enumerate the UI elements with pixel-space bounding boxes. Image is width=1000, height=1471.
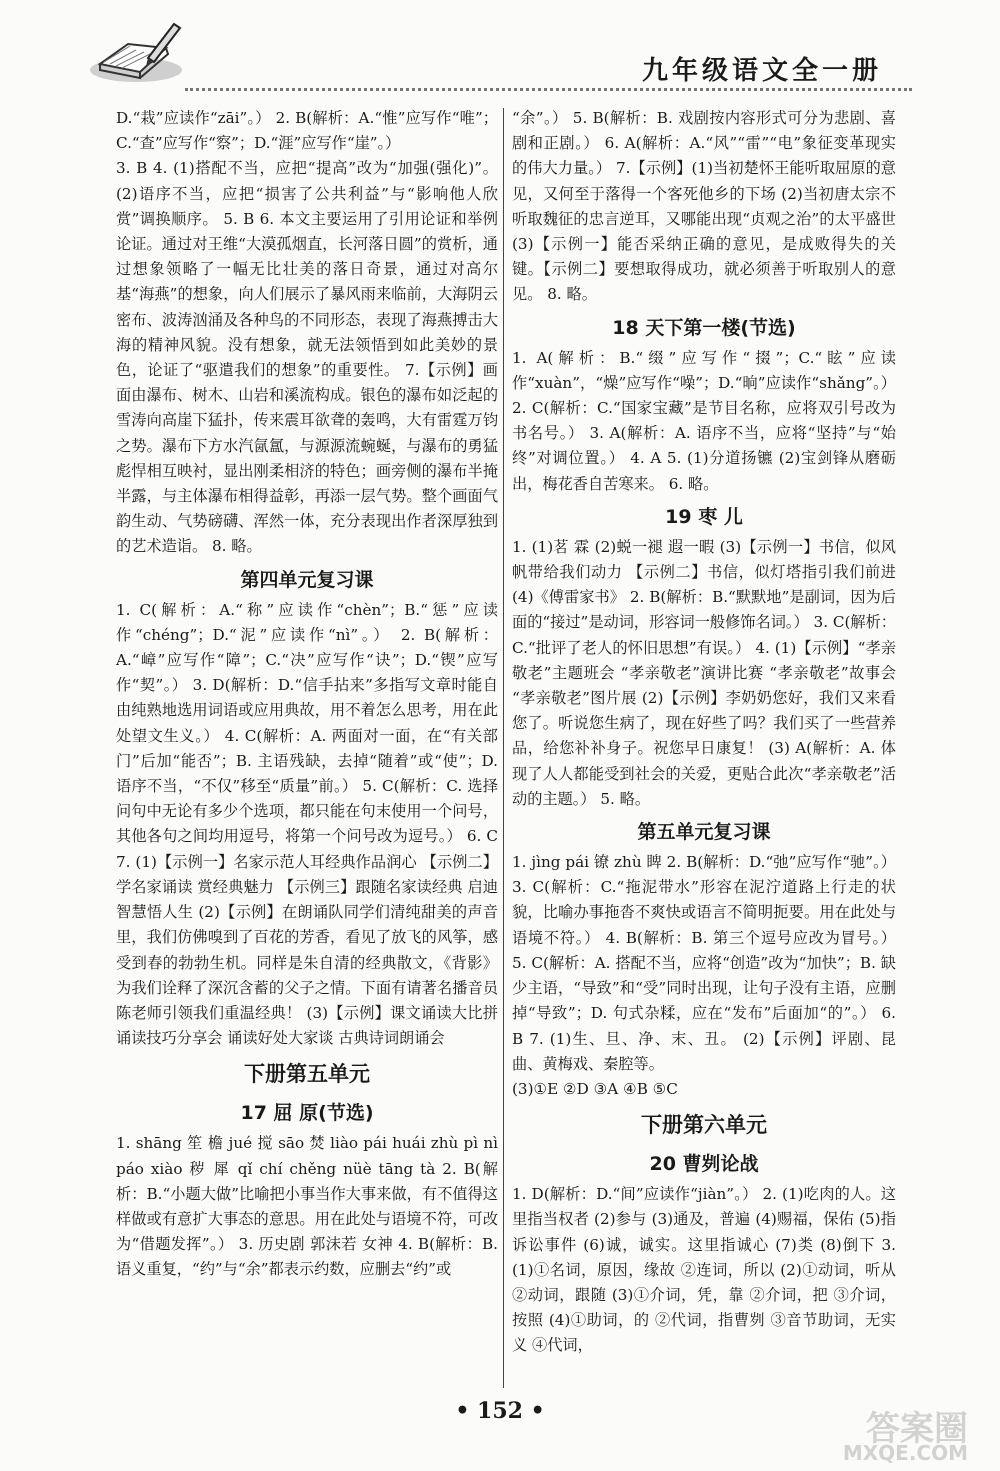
right-column [512, 106, 896, 1359]
watermark-text: 答案圈 [866, 1409, 968, 1449]
section-title: 第四单元复习课 [240, 568, 374, 591]
page-header [0, 0, 1000, 100]
book-title: 九年级语文全一册 [641, 56, 882, 86]
answer-paragraph: 1. C(解析：A.“称”应读作“chèn”；B.“惩”应读作“chéng”；D.“泥”应读作“nì”。） 2. B(解析：A.“嶂”应写作“障”；C.“决”应写作“诀”；D.“锲”应写作“契”。） 3. D(解析：D.“信手拈来”多指写文章时能自由纯熟地选用词语或应用典故，用不着怎么思考，用在此处望文生义。） 4. C(解析：A. 两面对一面，在“有关部门”后加“能否”；B. 主语残缺，去掉“随着”或“使”；D. 语序不当，“不仅”移至“质量”前。） 5. C(解析：C. 选择问句中无论有多少个选项，都只能在句末使用一个问号，其他各句之间均用逗号，将第一个问号改为逗号。） 6. C 7. (1)【示例一】名家示范人耳经典作品润心 【示例二】学名家诵读 赏经典魅力 【示例三】跟随名家读经典 启迪智慧悟人生 (2)【示例】在朗诵队同学们清纯甜美的声音里，我们仿佛嗅到了百花的芳香，看见了放飞的风筝，感受到春的勃勃生机。同样是朱自清的经典散文，《背影》为我们诠释了深沉含蓄的父子之情。下面有请著名播音员陈老师引领我们重温经典！ (3)【示例】课文诵读大比拼 诵读技巧分享会 诵读好处大家谈 古典诗词朗诵会 [116, 600, 498, 1048]
header-dotted-rule [185, 88, 912, 91]
watermark-url: MXQE.COM [842, 1441, 968, 1465]
answer-paragraph: “余”。） 5. B(解析：B. 戏剧按内容形式可分为悲剧、喜剧和正剧。） 6. A(解析：A.“风”“雷”“电”象征变革现实的伟大力量。） 7.【示例】(1)当初楚怀王能听取屈原的意见，又何至于落得一个客死他乡的下场 (2)当初唐太宗不听取魏征的忠言逆耳，又哪能出现“贞观之治”的太平盛世 (3)【示例一】能否采纳正确的意见，是成败得失的关键。【示例二】要想取得成功，就必须善于听取别人的意见。 8. 略。 [512, 109, 896, 304]
answer-paragraph: 1. shāng 笙 檐 jué 搅 sāo 焚 liào pái huái zhù pì nì páo xiào 秽 犀 qǐ chí chěng nüè tāng tà 2. B(解析：B.“小题大做”比喻把小事当作大事来做，有不值得这样做或有意扩大事态的意思。用在此处与语境不符，可改为“借题发挥”。） 3. 历史剧 郭沫若 女神 4. B(解析：B. 语义重复，“约”与“余”都表示约数，应删去“约”或 [116, 1134, 498, 1279]
unit-title: 下册第六单元 [641, 1113, 767, 1138]
answer-paragraph: (3)①E ②D ③A ④B ⑤C [512, 1079, 678, 1098]
watermark-logo [782, 1401, 972, 1465]
section-title: 20 曹刿论战 [649, 1153, 759, 1176]
left-column [116, 106, 498, 1283]
answer-paragraph: 1. jìng pái 镣 zhù 睥 2. B(解析：D.“弛”应写作“驰”。） 3. C(解析：C.“拖泥带水”形容在泥泞道路上行走的状貌，比喻办事拖沓不爽快或语言不简明扼要。用在此处与语境不符。） 4. B(解析：B. 第三个逗号应改为冒号。） 5. C(解析：A. 搭配不当，应将“创造”改为“加快”；B. 缺少主语，“导致”和“受”同时出现，让句子没有主语，应删掉“导致”；D. 句式杂糅，应在“发布”后面加“的”。） 6. B 7. (1)生、旦、净、末、丑。 (2)【示例】评剧、昆曲、黄梅戏、秦腔等。 [512, 853, 896, 1073]
column-divider [503, 108, 504, 1388]
page-number: • 152 • [455, 1398, 545, 1424]
section-title: 17 屈 原(节选) [240, 1102, 374, 1125]
unit-title: 下册第五单元 [244, 1062, 370, 1087]
section-title: 18 天下第一楼(节选) [612, 316, 796, 339]
answer-paragraph: 3. B 4. (1)搭配不当，应把“提高”改为“加强(强化)”。 (2)语序不当，应把“损害了公共利益”与“影响他人欣赏”调换顺序。 5. B 6. 本文主要运用了引用论证和举例论证。通过对王维“大漠孤烟直，长河落日圆”的赏析，通过想象领略了一幅无比壮美的落日奇景，通过对高尔基“海燕”的想象，向人们展示了暴风雨来临前，大海阴云密布、波涛汹涌及各种鸟的不同形态，表现了海燕搏击大海的精神风貌。没有想象，就无法领悟到如此美妙的景色，论证了“驱遣我们的想象”的重要性。 7.【示例】画面由瀑布、树木、山岩和溪流构成。银色的瀑布如泛起的雪涛向高崖下猛扑，传来震耳欲聋的轰鸣，大有雷霆万钧之势。瀑布下方水汽氤氲，与源源流蜿蜒，与瀑布的勇猛彪悍相互映衬，显出刚柔相济的特色；画旁侧的瀑布半掩半露，与主体瀑布相得益彰，再添一层气势。整个画面气韵生动、气势磅礴、浑然一体，充分表现出作者深厚独到的艺术造诣。 8. 略。 [116, 159, 498, 556]
answer-paragraph: 1. A(解析：B.“缀”应写作“掇”；C.“眩”应读作“xuàn”，“燥”应写作“噪”；D.“晌”应读作“shǎng”。） 2. C(解析：C.“国家宝藏”是节目名称，应将双引号改为书名号。） 3. A(解析：A. 语序不当，应将“坚持”与“始终”对调位置。） 4. A 5. (1)分道扬镳 (2)宝剑锋从磨砺出，梅花香自苦寒来。 6. 略。 [512, 348, 896, 493]
answer-paragraph: D.“栽”应读作“zāi”。） 2. B(解析：A.“惟”应写作“唯”；C.“查”应写作“察”；D.“涯”应写作“崖”。） [116, 109, 498, 153]
answer-paragraph: 1. (1)茗 霖 (2)蜕一褪 遐一暇 (3)【示例一】书信，似风帆带给我们动力 【示例二】书信，似灯塔指引我们前进 (4)《傅雷家书》 2. B(解析：B.“默默地”是副词，因为后面的“接过”是动词，形容词一般修饰名词。） 3. C(解析：C.“批评了老人的怀旧思想”有误。） 4. (1)【示例】“孝亲敬老”主题班会 “孝亲敬老”演讲比赛 “孝亲敬老”故事会 “孝亲敬老”图片展 (2)【示例】李奶奶您好，我们又来看您了。听说您生病了，现在好些了吗？我们买了一些营养品，给您补补身子。祝您早日康复！ (3) A(解析：A. 体现了人人都能受到社会的关爱，更贴合此次“孝亲敬老”活动的主题。） 5. 略。 [512, 537, 896, 808]
section-title: 第五单元复习课 [637, 821, 771, 844]
section-title: 19 枣 儿 [665, 505, 743, 528]
notebook-pencil-icon [88, 18, 188, 88]
answer-paragraph: 1. D(解析：D.“间”应读作“jiàn”。） 2. (1)吃肉的人。这里指当权者 (2)参与 (3)通及，普遍 (4)赐福，保佑 (5)指诉讼事件 (6)诚，诚实。这里指诚心 (7)类 (8)倒下 3. (1)①名词，原因，缘故 ②连词，所以 (2)①动词，听从 ②动词，跟随 (3)①介词，凭，靠 ②介词，把 ③介词，按照 (4)①助词，的 ②代词，指曹刿 ③音节助词，无实义 ④代词， [512, 1185, 896, 1355]
